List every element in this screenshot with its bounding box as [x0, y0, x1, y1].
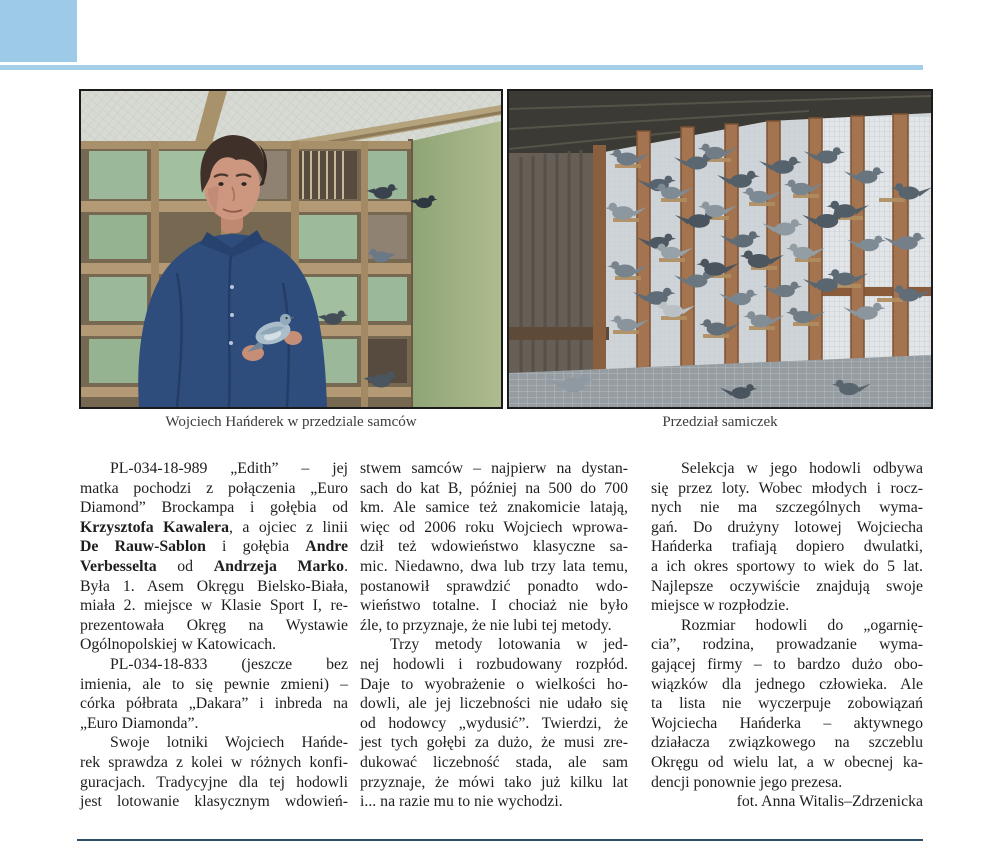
text-line: Krzysztofa Kawalera, a ojciec z linii	[80, 518, 349, 536]
text-line: Ogólnopolskiej w Katowicach.	[80, 636, 277, 654]
text-line: Wojciecha Hańderka – aktywnego	[651, 714, 923, 732]
text-line: od hodowcy „wydusić”. Twierdzi, że	[360, 714, 628, 732]
decor-top-rule	[0, 65, 923, 70]
text-line: imienia, ale to się pewnie zmieni) –	[80, 675, 348, 693]
text-line: sach do kat B, później na 500 do 700	[360, 479, 628, 497]
photo-female-compartment	[507, 89, 933, 409]
loft-man-illustration	[81, 91, 501, 407]
text-line: Swoje lotniki Wojciech Hańde-	[110, 734, 348, 752]
text-line: nej hodowli i rozbudowany rozpłód.	[360, 655, 628, 673]
text-line: Hańderka trafiają dopiero dwulatki,	[651, 538, 923, 556]
text-line: dził też wdowieństwo klasyczne sa-	[360, 538, 628, 556]
text-line: gającej firmy – to bardzo dużo obo-	[651, 655, 923, 673]
text-line: PL-034-18-989 „Edith” – jej	[110, 460, 348, 477]
text-line: dukować liczebność stada, ale sam	[360, 753, 628, 771]
text-line: córka półbrata „Dakara” i inbreda na	[80, 695, 348, 713]
text-column-2	[360, 459, 628, 812]
text-line: gań. Do drużyny lotowej Wojciecha	[651, 518, 923, 536]
text-line: PL-034-18-833 (jeszcze bez	[110, 655, 348, 673]
text-line: Była 1. Asem Okręgu Bielsko-Biała,	[80, 577, 348, 595]
text-line: rek sprawdza z kolei w różnych konfi-	[80, 753, 348, 771]
text-line: przyznaje, że mówi tako już kilku lat	[360, 773, 628, 791]
photo-credit: fot. Anna Witalis–Zdrzenicka	[736, 793, 923, 811]
text-line: wiązków dla jednego człowieka. Ale	[651, 675, 923, 693]
text-line: źle, to przyznaje, że nie lubi tej metody.	[360, 616, 612, 634]
bottom-rule	[77, 839, 923, 841]
text-line: działacza związkowego na szczeblu	[651, 734, 923, 752]
text-line: Daje to wyobrażenie o wielkości ho-	[360, 675, 628, 693]
text-line: miejsce w rozpłodzie.	[651, 597, 790, 615]
text-line: miała 2. miejsce w Klasie Sport I, re-	[80, 597, 348, 615]
text-line: cia”, rodzina, prowadzanie wyma-	[651, 636, 923, 654]
text-line: Trzy metody lotowania w jed-	[390, 636, 628, 654]
text-line: km. Ale samice też znakomicie latają,	[360, 499, 628, 517]
text-line: się przez loty. Wobec młodych i rocz-	[651, 479, 923, 497]
text-line: Diamond” Brockampa i gołębia od	[80, 499, 348, 517]
text-line: nych nie ma szczególnych wyma-	[651, 499, 923, 517]
text-line: prezentowała Okręg na Wystawie	[80, 616, 348, 634]
text-line: „Euro Diamonda”.	[80, 714, 199, 732]
photo-wojciech-handerek-male-compartment	[79, 89, 503, 409]
text-line: Verbesselta od Andrzeja Marko.	[80, 557, 349, 575]
text-line: postanowił sprawdzić ponadto wdo-	[360, 577, 628, 595]
photo-caption-right: Przedział samiczek	[662, 414, 778, 430]
text-line: stwem samców – najpierw na dystan-	[360, 460, 628, 477]
photo-caption-left: Wojciech Hańderek w przedziale samców	[165, 414, 417, 430]
text-line: więc od 2006 roku Wojciech wprowa-	[360, 518, 628, 536]
text-line: jest lotowanie klasycznym wdowień-	[80, 793, 348, 811]
text-line: De Rauw-Sablon i gołębia Andre	[80, 538, 348, 556]
text-column-3	[651, 459, 923, 812]
aviary-illustration	[509, 91, 931, 407]
text-line: a ich okres sportowy to wiek do 5 lat.	[651, 557, 923, 575]
text-line: Okręgu od wielu lat, a w obecnej ka-	[651, 753, 923, 771]
text-line: guracjach. Tradycyjne dla tej hodowli	[80, 773, 348, 791]
text-line: matka pochodzi z połączenia „Euro	[80, 479, 348, 497]
text-line: Selekcja w jego hodowli odbywa	[681, 460, 923, 477]
text-column-1	[80, 459, 348, 812]
text-line: jest tych gołębi za dużo, że musi zre-	[360, 734, 628, 752]
text-line: Najlepsze oczywiście znajdują swoje	[651, 577, 923, 595]
text-line: wieństwo totalne. I chociaż nie było	[360, 597, 628, 615]
text-line: mic. Niedawno, dwa lub trzy lata temu,	[360, 557, 628, 575]
decor-corner-block	[0, 0, 77, 62]
text-line: dowli, ale jej liczebności nie udało się	[360, 695, 628, 713]
text-line: ta lista nie wyczerpuje zobowiązań	[651, 695, 923, 713]
green-wall	[411, 121, 501, 407]
text-line: Rozmiar hodowli do „ogarnię-	[681, 616, 923, 634]
text-line: i... na razie mu to nie wychodzi.	[360, 793, 563, 811]
text-line: dencji ponownie jego prezesa.	[651, 773, 843, 791]
